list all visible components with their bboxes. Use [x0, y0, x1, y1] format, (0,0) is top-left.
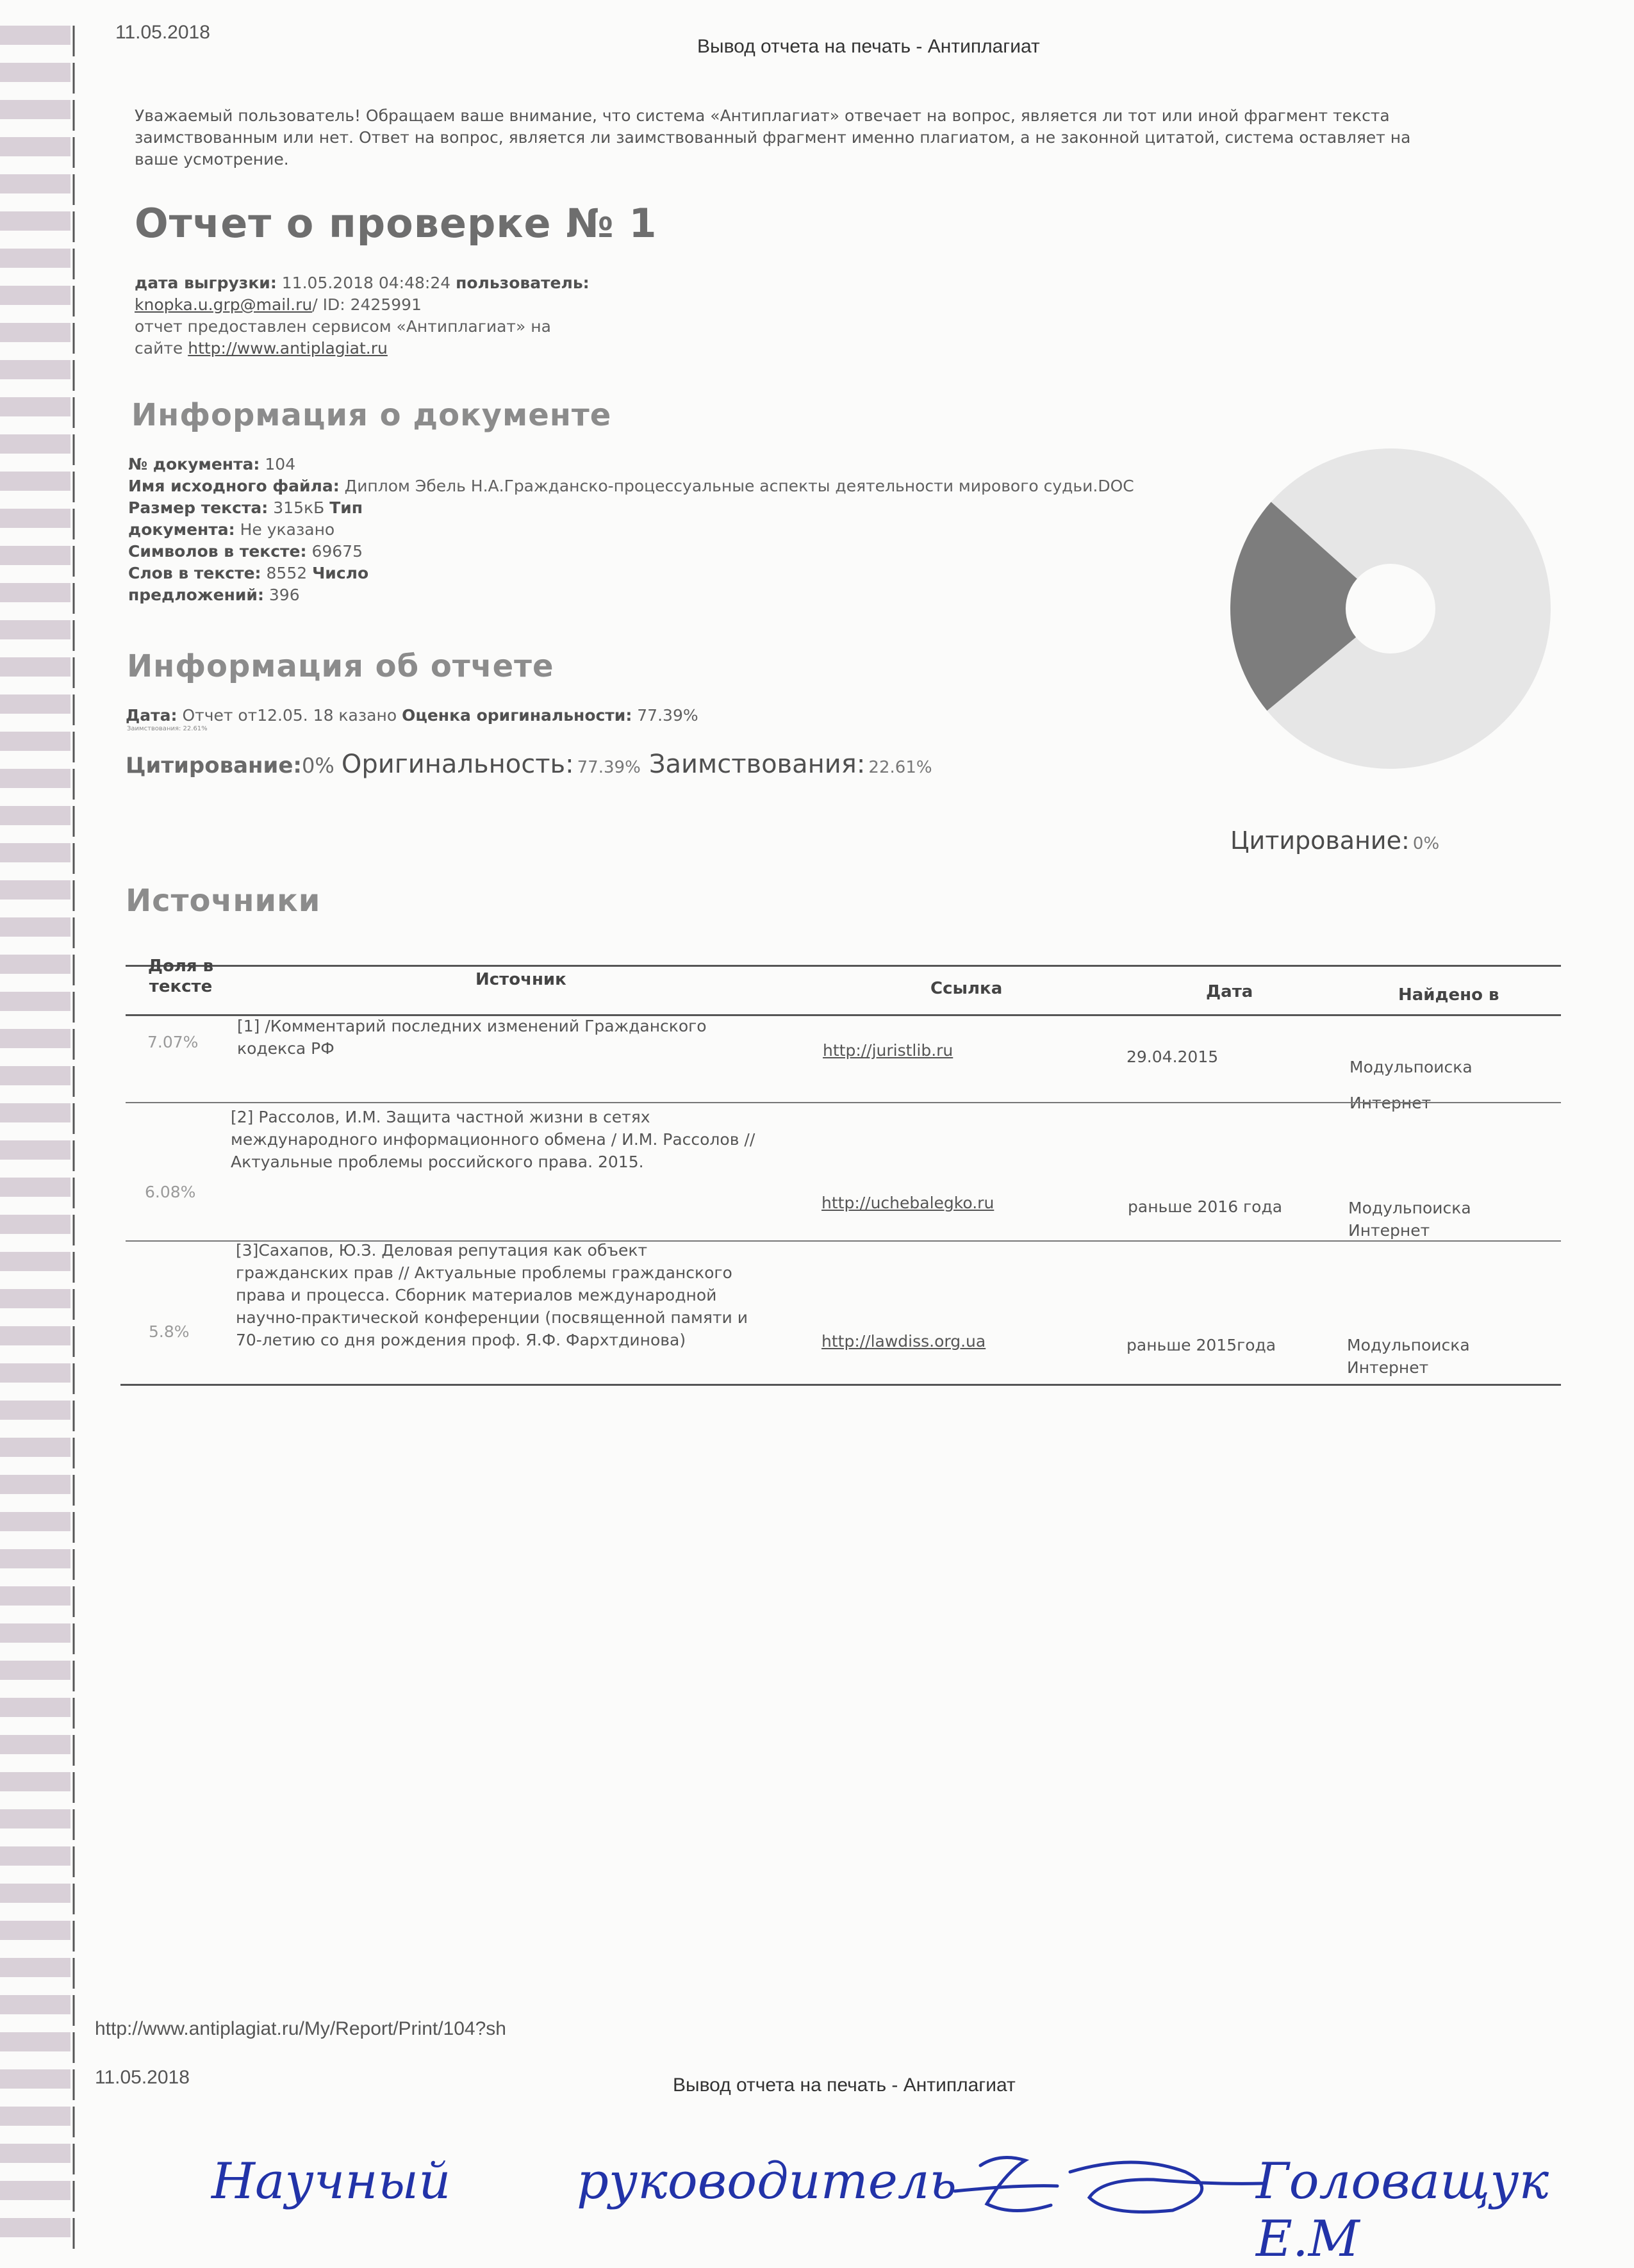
pie-legend	[1230, 826, 1439, 855]
signature-scribble	[942, 2146, 1275, 2230]
binding-hole	[0, 1289, 70, 1308]
binding-hole	[0, 1921, 70, 1940]
doc-info-block	[128, 454, 1217, 606]
doc-type-value: Не указано	[240, 520, 335, 539]
row2-found-line-2: Интернет	[1348, 1221, 1430, 1240]
doc-number-label: № документа:	[128, 455, 260, 473]
row2-source-line-3: Актуальные проблемы российского права. 2015.	[231, 1153, 644, 1171]
user-id: / ID: 2425991	[312, 295, 422, 314]
binding-hole	[0, 1401, 70, 1420]
sentences-label-b: предложений:	[128, 586, 264, 604]
header-title: Вывод отчета на печать - Антиплагиат	[697, 36, 1040, 57]
words-value: 8552	[266, 564, 308, 582]
binding-hole	[0, 806, 70, 825]
provided-site-prefix: сайте	[135, 339, 183, 357]
table-top-rule	[126, 965, 1561, 967]
row3-date: раньше 2015года	[1126, 1336, 1276, 1354]
binding-hole	[0, 694, 70, 714]
col-share-header	[142, 956, 219, 997]
binding-hole	[0, 509, 70, 528]
binding-hole	[0, 1140, 70, 1160]
footer-title: Вывод отчета на печать - Антиплагиат	[673, 2075, 1016, 2096]
binding-hole	[0, 1995, 70, 2014]
row1-bottom-rule	[126, 1102, 1561, 1103]
binding-hole	[0, 732, 70, 751]
row3-share: 5.8%	[149, 1322, 190, 1341]
sources-heading: Источники	[126, 883, 321, 919]
table-bottom-rule	[120, 1384, 1561, 1386]
chars-label: Символов в тексте:	[128, 542, 307, 561]
row2-source-line-1: [2] Рассолов, И.М. Защита частной жизни в сетях	[231, 1108, 650, 1126]
col-source-header: Источник	[475, 970, 566, 989]
pie-legend-value: 0%	[1412, 834, 1440, 853]
binding-hole	[0, 1549, 70, 1568]
signature-word-1: Научный	[211, 2153, 451, 2210]
summary-line	[126, 750, 932, 779]
col-link-header: Ссылка	[930, 979, 1003, 998]
row1-found	[1349, 1049, 1473, 1121]
col-share-header-a: Доля в	[147, 957, 214, 976]
citation-label: Цитирование:	[126, 753, 302, 778]
report-date-value: Отчет от12.05. 18 казано	[182, 706, 397, 725]
binding-hole	[0, 1363, 70, 1383]
binding-hole	[0, 657, 70, 677]
notice-text	[135, 105, 1544, 170]
borrowing-value: 22.61%	[868, 758, 932, 777]
originality-value: 77.39%	[577, 758, 641, 777]
row2-found	[1348, 1197, 1471, 1242]
signature-word-2: руководитель	[577, 2153, 957, 2210]
binding-hole	[0, 360, 70, 379]
row1-share: 7.07%	[147, 1033, 199, 1051]
binding-hole	[0, 2032, 70, 2051]
row3-link[interactable]: http://lawdiss.org.ua	[821, 1332, 986, 1351]
row2-found-line-1: Модульпоиска	[1348, 1199, 1471, 1217]
binding-hole	[0, 583, 70, 602]
footer-url: http://www.antiplagiat.ru/My/Report/Print/104?sh	[95, 2018, 506, 2039]
binding-hole	[0, 880, 70, 900]
binding-hole	[0, 1029, 70, 1048]
row3-found-line-2: Интернет	[1347, 1358, 1429, 1377]
binding-hole	[0, 1846, 70, 1866]
binding-hole	[0, 1066, 70, 1085]
binding-hole	[0, 286, 70, 305]
binding-hole	[0, 546, 70, 565]
col-share-header-b: тексте	[149, 977, 213, 996]
row2-source-line-2: международного информационного обмена / И.М. Рассолов //	[231, 1130, 755, 1149]
doc-info-heading: Информация о документе	[131, 397, 612, 433]
binding-strip	[0, 0, 83, 2249]
row1-date: 29.04.2015	[1126, 1048, 1219, 1066]
binding-hole	[0, 63, 70, 82]
user-label: пользователь:	[456, 274, 590, 292]
citation-value: 0%	[302, 753, 334, 778]
binding-hole	[0, 26, 70, 45]
binding-hole	[0, 100, 70, 119]
text-size-value: 315кБ	[273, 498, 325, 517]
doc-type-label-b: документа:	[128, 520, 235, 539]
binding-hole	[0, 2181, 70, 2200]
doc-number-value: 104	[265, 455, 296, 473]
binding-hole	[0, 1623, 70, 1643]
report-info-heading: Информация об отчете	[127, 648, 554, 684]
binding-hole	[0, 2218, 70, 2237]
binding-hole	[0, 211, 70, 231]
row2-date: раньше 2016 года	[1128, 1197, 1283, 1216]
binding-hole	[0, 2107, 70, 2126]
words-label: Слов в тексте:	[128, 564, 261, 582]
row1-source-line-2: кодекса РФ	[237, 1039, 334, 1058]
binding-hole	[0, 249, 70, 268]
binding-hole	[0, 1884, 70, 1903]
notice-line-3: ваше усмотрение.	[135, 150, 289, 168]
binding-hole	[0, 472, 70, 491]
row3-source	[236, 1239, 748, 1351]
row2-share: 6.08%	[145, 1183, 196, 1201]
row1-source	[237, 1015, 707, 1060]
binding-hole	[0, 843, 70, 862]
signature-name: Головащук Е.М	[1256, 2153, 1549, 2268]
row2-source	[231, 1106, 755, 1173]
originality-pie-chart	[1211, 429, 1570, 788]
binding-hole	[0, 174, 70, 193]
originality-label: Оригинальность:	[341, 750, 574, 779]
tiny-borrowing-note: Заимствования: 22.61%	[127, 725, 208, 732]
chars-value: 69675	[311, 542, 363, 561]
report-title: Отчет о проверке № 1	[135, 200, 657, 247]
binding-hole	[0, 1698, 70, 1717]
binding-hole	[0, 1215, 70, 1234]
sentences-label-a: Число	[312, 564, 369, 582]
pie-legend-label: Цитирование:	[1230, 826, 1410, 855]
originality-score-label: Оценка оригинальности:	[402, 706, 632, 725]
notice-line-2: заимствованным или нет. Ответ на вопрос, является ли заимствованный фрагмент именно плагиатом, а не законной цитатой, система оставляет на	[135, 128, 1411, 147]
filename-value: Диплом Эбель Н.А.Гражданско-процессуальные аспекты деятельности мирового судьи.DOC	[344, 477, 1134, 495]
row2-link[interactable]: http://uchebalegko.ru	[821, 1194, 994, 1212]
antiplagiat-site-link[interactable]: http://www.antiplagiat.ru	[188, 339, 388, 357]
export-date-value: 11.05.2018 04:48:24	[281, 274, 451, 292]
row3-found-line-1: Модульпоиска	[1347, 1336, 1470, 1354]
binding-hole	[0, 1475, 70, 1494]
originality-score-value: 77.39%	[637, 706, 698, 725]
binding-hole	[0, 137, 70, 156]
binding-hole	[0, 1438, 70, 1457]
binding-hole	[0, 769, 70, 788]
col-found-header: Найдено в	[1398, 985, 1499, 1005]
binding-hole	[0, 1326, 70, 1345]
binding-hole	[0, 955, 70, 974]
user-email-link[interactable]: knopka.u.grp@mail.ru	[135, 295, 313, 314]
binding-hole	[0, 1661, 70, 1680]
binding-hole	[0, 1512, 70, 1531]
binding-hole	[0, 1178, 70, 1197]
header-date: 11.05.2018	[115, 22, 210, 43]
row1-source-line-1: [1] /Комментарий последних изменений Гражданского	[237, 1017, 707, 1035]
binding-hole	[0, 2069, 70, 2089]
binding-hole	[0, 1103, 70, 1122]
notice-line-1: Уважаемый пользователь! Обращаем ваше внимание, что система «Антиплагиат» отвечает на вопрос, является ли тот или иной фрагмент текста	[135, 106, 1390, 125]
report-info-line	[126, 705, 698, 727]
doc-type-label-a: Тип	[329, 498, 363, 517]
footer-date: 11.05.2018	[95, 2067, 190, 2088]
binding-hole	[0, 323, 70, 342]
pie-center-hole	[1346, 564, 1435, 653]
report-date-label: Дата:	[126, 706, 177, 725]
binding-hole	[0, 620, 70, 639]
binding-hole	[0, 1772, 70, 1791]
binding-hole	[0, 1735, 70, 1754]
text-size-label: Размер текста:	[128, 498, 268, 517]
report-meta	[135, 272, 634, 359]
binding-hole	[0, 2144, 70, 2163]
binding-hole	[0, 1252, 70, 1271]
row1-found-line-2: Интернет	[1349, 1094, 1432, 1112]
binding-hole	[0, 397, 70, 416]
row3-source-line-3: права и процесса. Сборник материалов международной	[236, 1286, 717, 1304]
row3-found	[1347, 1334, 1470, 1379]
binding-hole	[0, 1958, 70, 1977]
binding-hole	[0, 1809, 70, 1828]
row3-source-line-5: 70-летию со дня рождения проф. Я.Ф. Фархтдинова)	[236, 1331, 686, 1349]
filename-label: Имя исходного файла:	[128, 477, 340, 495]
binding-hole	[0, 1586, 70, 1606]
row3-source-line-4: научно-практической конференции (посвященной памяти и	[236, 1308, 748, 1327]
row3-source-line-1: [3]Сахапов, Ю.З. Деловая репутация как объект	[236, 1241, 648, 1260]
col-date-header: Дата	[1206, 982, 1253, 1001]
row1-link[interactable]: http://juristlib.ru	[823, 1041, 953, 1060]
binding-hole	[0, 917, 70, 937]
binding-hole	[0, 434, 70, 454]
export-date-label: дата выгрузки:	[135, 274, 277, 292]
provided-by-line: отчет предоставлен сервисом «Антиплагиат» на	[135, 317, 551, 336]
binding-hole	[0, 992, 70, 1011]
borrowing-label: Заимствования:	[648, 750, 866, 779]
row3-source-line-2: гражданских прав // Актуальные проблемы гражданского	[236, 1263, 732, 1282]
sentences-value: 396	[268, 586, 300, 604]
row1-found-line-1: Модульпоиска	[1349, 1058, 1473, 1076]
